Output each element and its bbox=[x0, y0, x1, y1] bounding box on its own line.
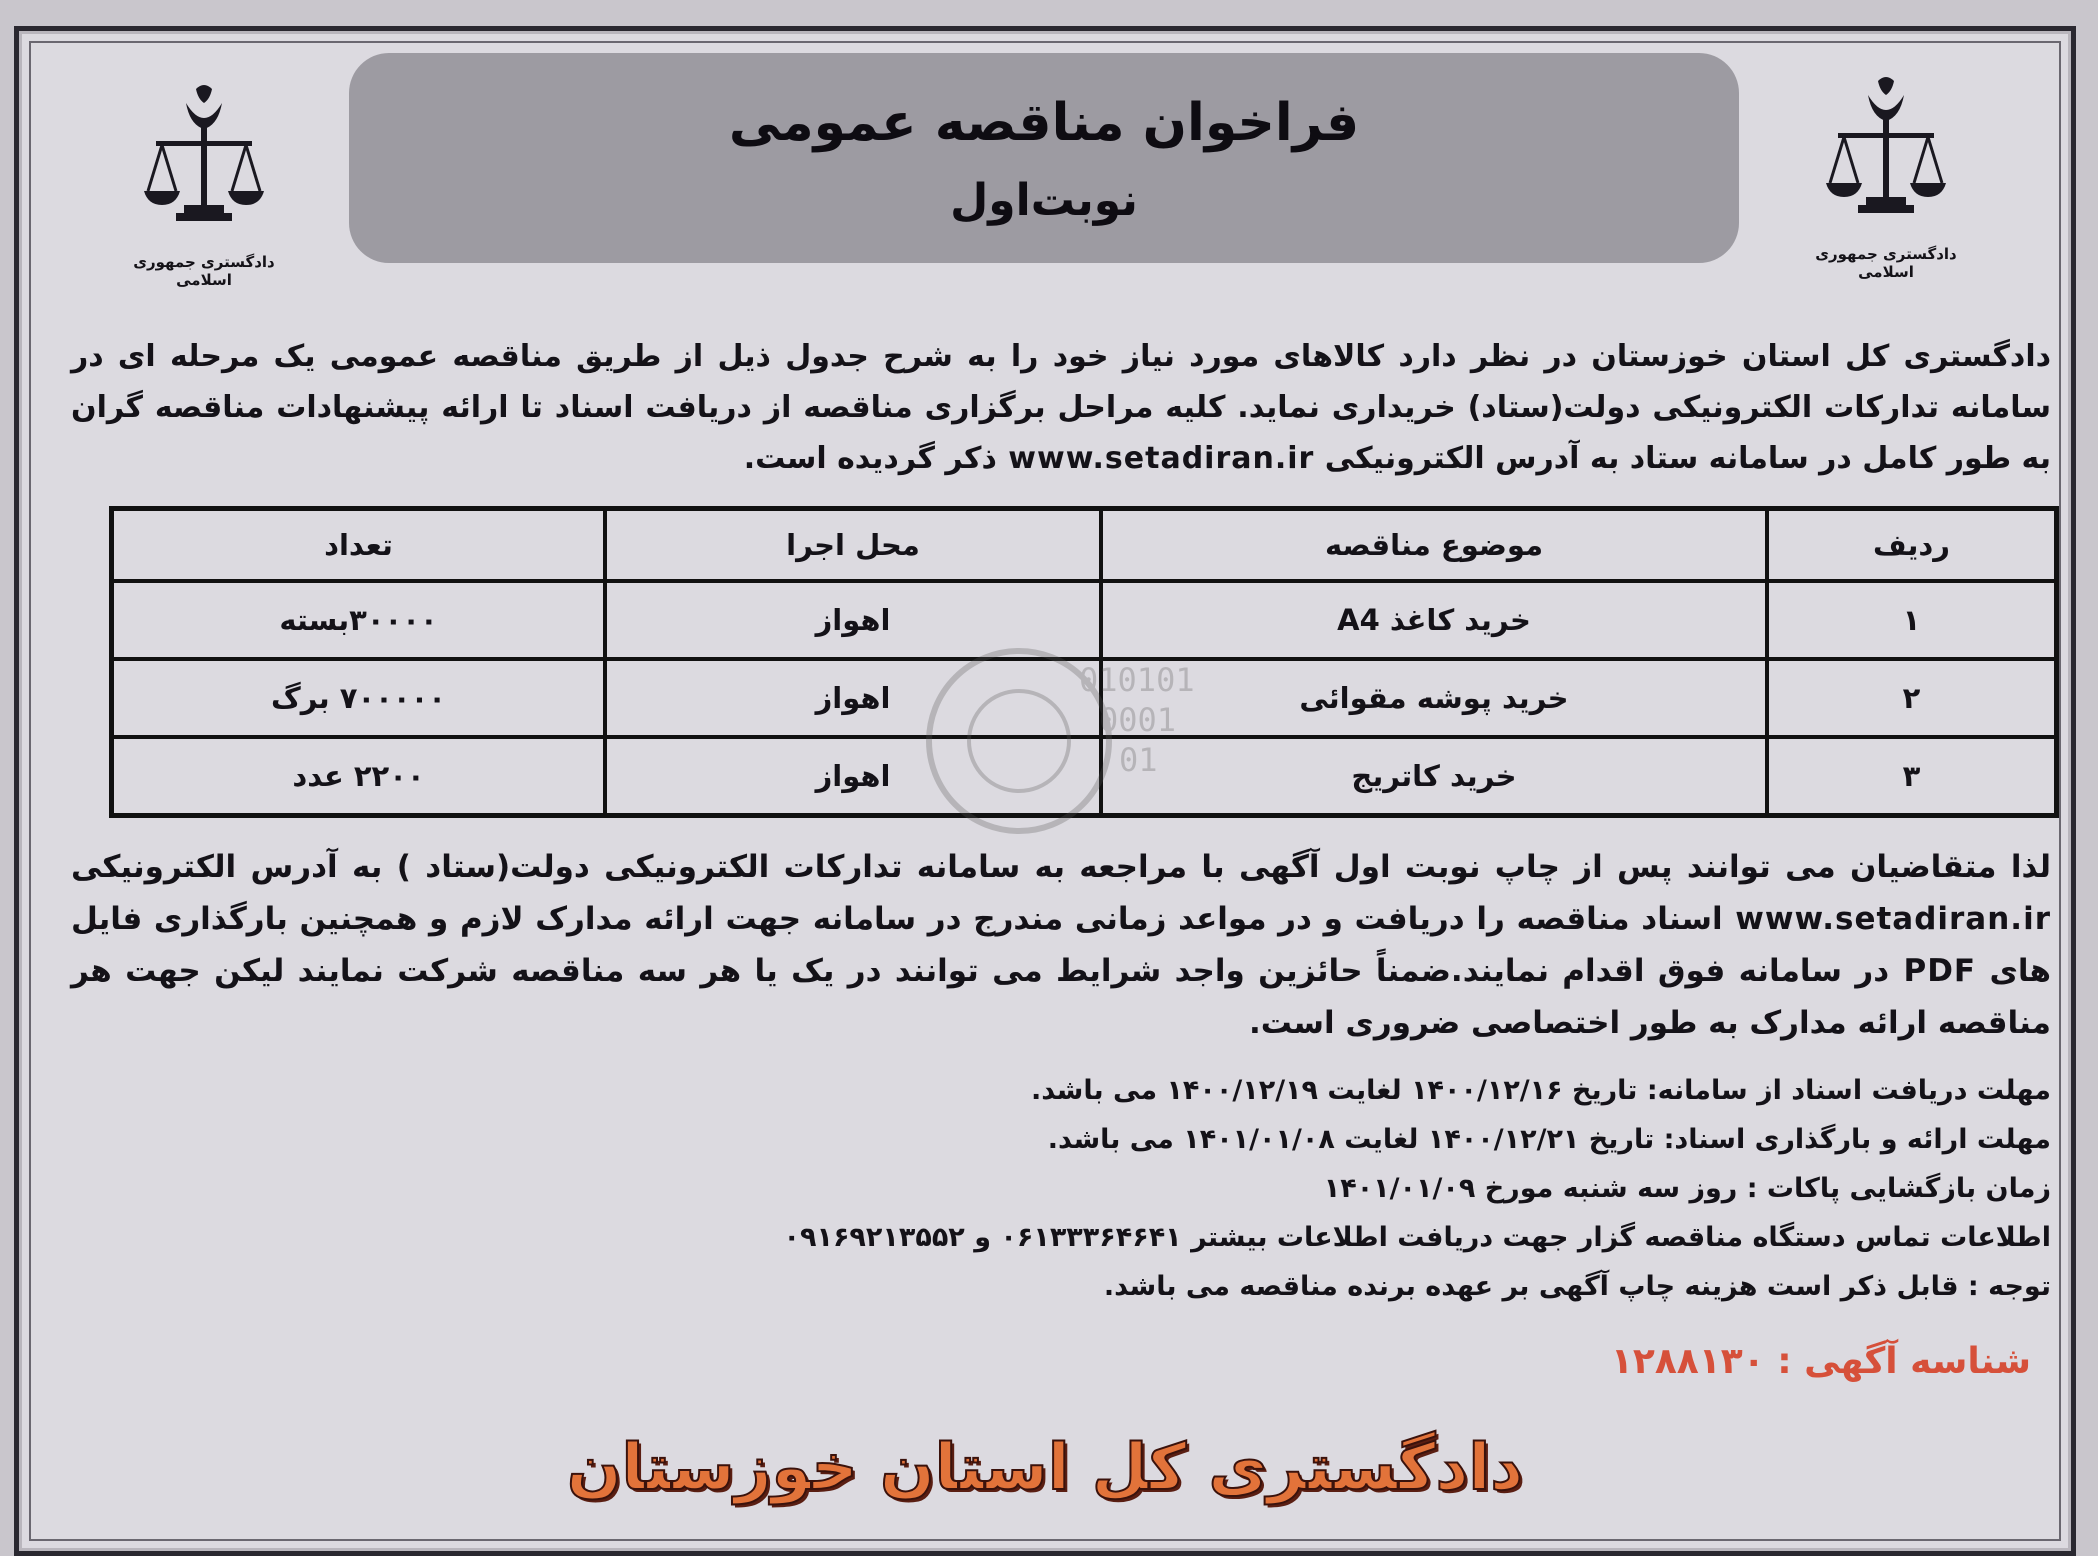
page-title: فراخوان مناقصه عمومی bbox=[728, 93, 1360, 153]
cell-row-number: ۱ bbox=[1767, 581, 2057, 659]
judiciary-emblem-left bbox=[119, 81, 289, 311]
header-place: محل اجرا bbox=[605, 509, 1101, 582]
judiciary-emblem-right bbox=[1801, 73, 1971, 303]
scales-of-justice-icon bbox=[1816, 73, 1956, 233]
cell-place: اهواز bbox=[605, 659, 1101, 737]
svg-text:0001: 0001 bbox=[1099, 701, 1177, 739]
cell-row-number: ۲ bbox=[1767, 659, 2057, 737]
opening-time: زمان بازگشایی پاکات : روز سه شنبه مورخ ۱۴۰۱/۰۱/۰۹ bbox=[1323, 1173, 2051, 1204]
cell-quantity: ۳۰۰۰۰بسته bbox=[112, 581, 606, 659]
cell-quantity: ۲۲۰۰ عدد bbox=[112, 737, 606, 816]
header-quantity: تعداد bbox=[112, 509, 606, 582]
cell-quantity: ۷۰۰۰۰۰ برگ bbox=[112, 659, 606, 737]
svg-text:01: 01 bbox=[1119, 741, 1158, 779]
emblem-caption: دادگستری جمهوری اسلامی bbox=[1815, 245, 1957, 281]
svg-text:010101: 010101 bbox=[1079, 661, 1195, 699]
cell-subject: خرید پوشه مقوائی bbox=[1101, 659, 1767, 737]
emblem-caption: دادگستری جمهوری اسلامی bbox=[133, 253, 275, 289]
header-subject: موضوع مناقصه bbox=[1101, 509, 1767, 582]
newspaper-ad bbox=[14, 26, 2076, 1556]
cell-subject: خرید کاغذ A4 bbox=[1101, 581, 1767, 659]
tender-table bbox=[109, 506, 2059, 818]
cost-note: توجه : قابل ذکر است هزینه چاپ آگهی بر عهده برنده مناقصه می باشد. bbox=[1103, 1271, 2051, 1302]
table-header-row bbox=[112, 509, 2057, 582]
footer-title: دادگستری کل استان خوزستان bbox=[566, 1431, 1524, 1505]
contact-info: اطلاعات تماس دستگاه مناقصه گزار جهت دریافت اطلاعات بیشتر ۰۶۱۳۳۳۶۴۶۴۱ و ۰۹۱۶۹۲۱۳۵۵۲ bbox=[783, 1222, 2051, 1253]
table-row bbox=[112, 737, 2057, 816]
table-row bbox=[112, 659, 2057, 737]
header-row-number: ردیف bbox=[1767, 509, 2057, 582]
cell-subject: خرید کاتریج bbox=[1101, 737, 1767, 816]
cell-place: اهواز bbox=[605, 737, 1101, 816]
submission-deadline: مهلت ارائه و بارگذاری اسناد: تاریخ ۱۴۰۰/۱۲/۲۱ لغایت ۱۴۰۱/۰۱/۰۸ می باشد. bbox=[1047, 1124, 2051, 1155]
instructions-paragraph: لذا متقاضیان می توانند پس از چاپ نوبت اول آگهی با مراجعه به سامانه تدارکات الکترونیکی دولت(ستاد ) به آدرس الکترونیکی www.setadiran.ir اسناد مناقصه را دریافت و در مواعد زمانی مندرج در سامانه جهت ارائه مدارک لازم و همچنین بارگذاری فایل های PDF در سامانه فوق اقدام نمایند.ضمناً حائزین واجد شرایط می توانند در یک یا هر سه مناقصه شرکت نمایند لیکن جهت هر مناقصه ارائه مدارک به طور اختصاصی ضروری است. bbox=[71, 849, 2051, 1041]
ad-identifier: شناسه آگهی : ۱۲۸۸۱۳۰ bbox=[1610, 1341, 2031, 1382]
document-deadline: مهلت دریافت اسناد از سامانه: تاریخ ۱۴۰۰/۱۲/۱۶ لغایت ۱۴۰۰/۱۲/۱۹ می باشد. bbox=[1030, 1075, 2051, 1106]
cell-row-number: ۳ bbox=[1767, 737, 2057, 816]
page-subtitle: نوبت‌اول bbox=[950, 175, 1138, 226]
scales-of-justice-icon bbox=[134, 81, 274, 241]
title-box bbox=[349, 53, 1739, 263]
cell-place: اهواز bbox=[605, 581, 1101, 659]
intro-paragraph: دادگستری کل استان خوزستان در نظر دارد کالاهای مورد نیاز خود را به شرح جدول ذیل از طریق مناقصه عمومی یک مرحله ای در سامانه تدارکات الکترونیکی دولت(ستاد) خریداری نماید. کلیه مراحل برگزاری مناقصه از دریافت اسناد تا ارائه پیشنهادات مناقصه گران به طور کامل در سامانه ستاد به آدرس الکترونیکی www.setadiran.ir ذکر گردیده است. bbox=[71, 339, 2051, 476]
deadline-info bbox=[71, 1066, 2051, 1311]
table-row bbox=[112, 581, 2057, 659]
